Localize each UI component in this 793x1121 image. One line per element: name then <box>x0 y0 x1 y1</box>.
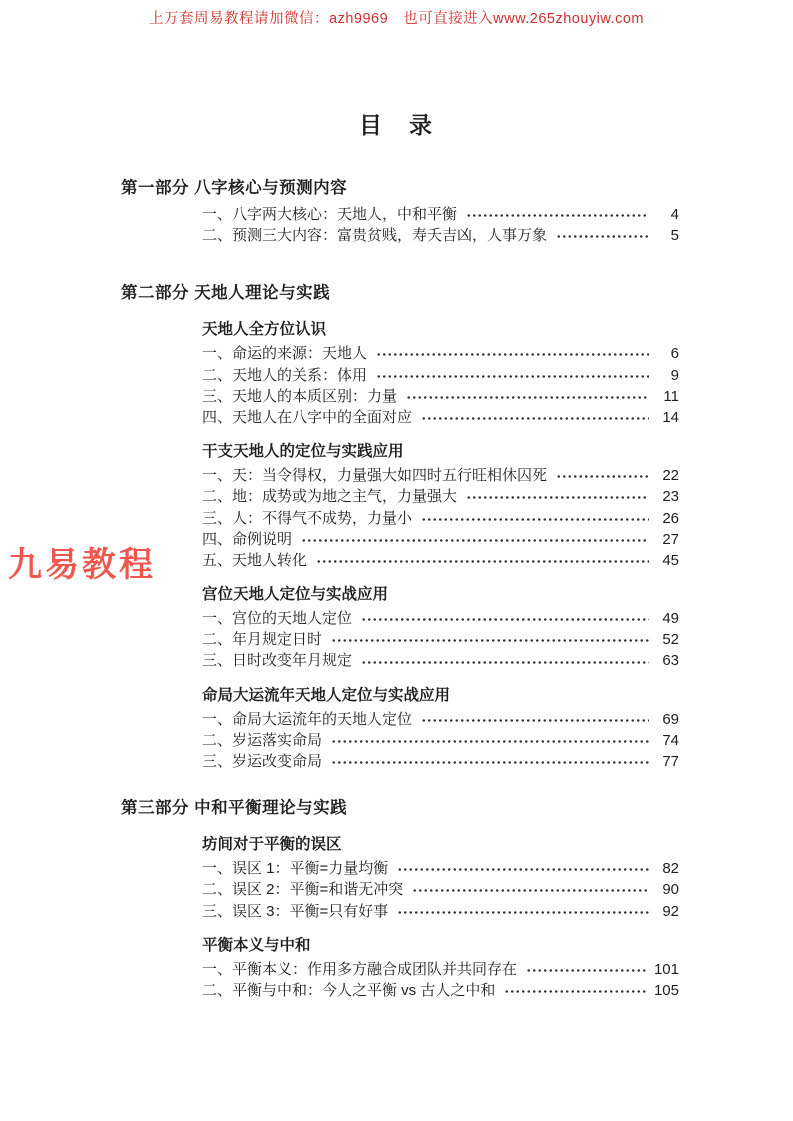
toc-part-label: 第三部分 中和平衡理论与实践 <box>121 799 348 818</box>
dot-leader <box>504 989 648 994</box>
toc-item-label: 一、平衡本义：作用多方融合成团队并共同存在 <box>202 960 518 978</box>
dot-leader <box>397 910 649 915</box>
dot-leader <box>361 617 649 622</box>
dot-leader <box>406 395 649 400</box>
dot-leader <box>331 638 649 643</box>
dot-leader <box>526 968 648 973</box>
toc-item-label: 三、人：不得气不成势，力量小 <box>202 509 413 527</box>
dot-leader <box>361 660 649 665</box>
toc-item <box>121 751 679 772</box>
toc-item-page: 92 <box>662 902 679 920</box>
toc-group-heading <box>121 685 679 707</box>
toc-part-label: 第二部分 天地人理论与实践 <box>121 284 331 303</box>
toc-item <box>121 204 679 225</box>
toc-group-heading <box>121 319 679 341</box>
toc-item-page: 90 <box>662 881 679 899</box>
toc-item-page: 77 <box>662 753 679 770</box>
toc-item-page: 26 <box>662 509 679 527</box>
toc-title: 目 录 <box>359 112 434 138</box>
toc-item-page: 69 <box>662 710 679 728</box>
toc-item <box>121 858 679 879</box>
toc-item-label: 四、天地人在八字中的全面对应 <box>202 408 413 426</box>
toc-item-label: 四、命例说明 <box>202 530 293 548</box>
dot-leader <box>331 760 649 765</box>
toc-item-page: 82 <box>662 860 679 878</box>
toc-item-label: 二、天地人的关系：体用 <box>202 366 368 384</box>
dot-leader <box>331 739 649 744</box>
toc-item-page: 23 <box>662 488 679 506</box>
dot-leader <box>376 374 649 379</box>
toc-item <box>121 730 679 751</box>
toc-group-heading <box>121 834 679 856</box>
toc-item-page: 5 <box>670 227 679 245</box>
toc-item-label: 三、日时改变年月规定 <box>202 652 353 670</box>
toc-item <box>121 529 679 550</box>
toc-item-label: 二、预测三大内容：富贵贫贱，寿夭吉凶，人事万象 <box>202 227 548 245</box>
toc-item-label: 二、平衡与中和：今人之平衡 vs 古人之中和 <box>202 981 496 999</box>
dot-leader <box>466 495 649 500</box>
toc-part-heading <box>121 176 679 201</box>
toc-item <box>121 959 679 980</box>
toc-part-label: 第一部分 八字核心与预测内容 <box>121 179 348 197</box>
toc-item-label: 二、岁运落实命局 <box>202 731 323 749</box>
dot-leader <box>412 888 649 893</box>
toc-list <box>121 170 679 1001</box>
dot-leader <box>556 474 649 479</box>
toc-item-page: 105 <box>653 981 679 999</box>
toc-item <box>121 465 679 486</box>
toc-item-page: 4 <box>670 206 679 223</box>
toc-item <box>121 486 679 507</box>
dot-leader <box>301 538 649 543</box>
toc-item-label: 一、宫位的天地人定位 <box>202 610 353 628</box>
watermark: 九易教程 <box>8 546 156 584</box>
dot-leader <box>421 718 649 723</box>
toc-item-page: 14 <box>662 408 679 426</box>
toc-item-label: 一、误区 1：平衡=力量均衡 <box>202 860 389 878</box>
toc-item <box>121 386 679 407</box>
toc-item-label: 三、天地人的本质区别：力量 <box>202 387 398 405</box>
toc-item-page: 6 <box>670 345 679 363</box>
toc-item <box>121 901 679 922</box>
toc-group-label: 天地人全方位认识 <box>202 321 327 339</box>
toc-group-label: 宫位天地人定位与实战应用 <box>202 586 389 604</box>
toc-item-label: 二、误区 2：平衡=和谐无冲突 <box>202 881 404 899</box>
toc-item-page: 49 <box>662 610 679 628</box>
toc-part-heading <box>121 796 679 821</box>
toc-item <box>121 225 679 246</box>
toc-item <box>121 343 679 364</box>
toc-item-page: 74 <box>662 731 679 749</box>
toc-item-label: 一、命运的来源：天地人 <box>202 345 368 363</box>
toc-item <box>121 709 679 730</box>
dot-leader <box>556 234 649 239</box>
dot-leader <box>421 416 649 421</box>
toc-item-label: 三、岁运改变命局 <box>202 753 323 770</box>
toc-group-label: 坊间对于平衡的误区 <box>202 836 342 854</box>
toc-item-label: 一、命局大运流年的天地人定位 <box>202 710 413 728</box>
toc-group-heading <box>121 584 679 606</box>
header-note: 上万套周易教程请加微信：azh9969 也可直接进入www.265zhouyiw.com <box>149 11 644 27</box>
toc-group-heading <box>121 441 679 463</box>
toc-item-page: 11 <box>663 387 679 405</box>
toc-item <box>121 608 679 629</box>
toc-item-page: 22 <box>662 467 679 485</box>
dot-leader <box>421 517 649 522</box>
toc-item <box>121 508 679 529</box>
toc-item-label: 五、天地人转化 <box>202 551 308 569</box>
dot-leader <box>376 352 649 357</box>
toc-item <box>121 879 679 900</box>
toc-group-label: 命局大运流年天地人定位与实战应用 <box>202 686 451 704</box>
toc-item <box>121 980 679 1001</box>
toc-group-label: 干支天地人的定位与实践应用 <box>202 443 404 461</box>
toc-item-label: 三、误区 3：平衡=只有好事 <box>202 902 389 920</box>
toc-item-label: 二、地：成势或为地之主气，力量强大 <box>202 488 458 506</box>
toc-item-page: 9 <box>670 366 679 384</box>
toc-item-page: 45 <box>662 551 679 569</box>
toc-item <box>121 365 679 386</box>
toc-item <box>121 550 679 571</box>
dot-leader <box>466 213 649 218</box>
dot-leader <box>397 867 649 872</box>
toc-item-page: 63 <box>662 652 679 670</box>
toc-item-page: 101 <box>653 960 679 978</box>
toc-part-heading <box>121 281 679 306</box>
toc-item <box>121 629 679 650</box>
toc-group-heading <box>121 935 679 957</box>
toc-item-page: 52 <box>662 631 679 649</box>
toc-item <box>121 650 679 671</box>
toc-item <box>121 407 679 428</box>
toc-item-label: 一、天：当令得权，力量强大如四时五行旺相休囚死 <box>202 467 548 485</box>
dot-leader <box>316 559 649 564</box>
toc-item-page: 27 <box>662 530 679 548</box>
toc-item-label: 二、年月规定日时 <box>202 631 323 649</box>
toc-item-label: 一、八字两大核心：天地人，中和平衡 <box>202 206 458 223</box>
toc-group-label: 平衡本义与中和 <box>202 936 311 954</box>
